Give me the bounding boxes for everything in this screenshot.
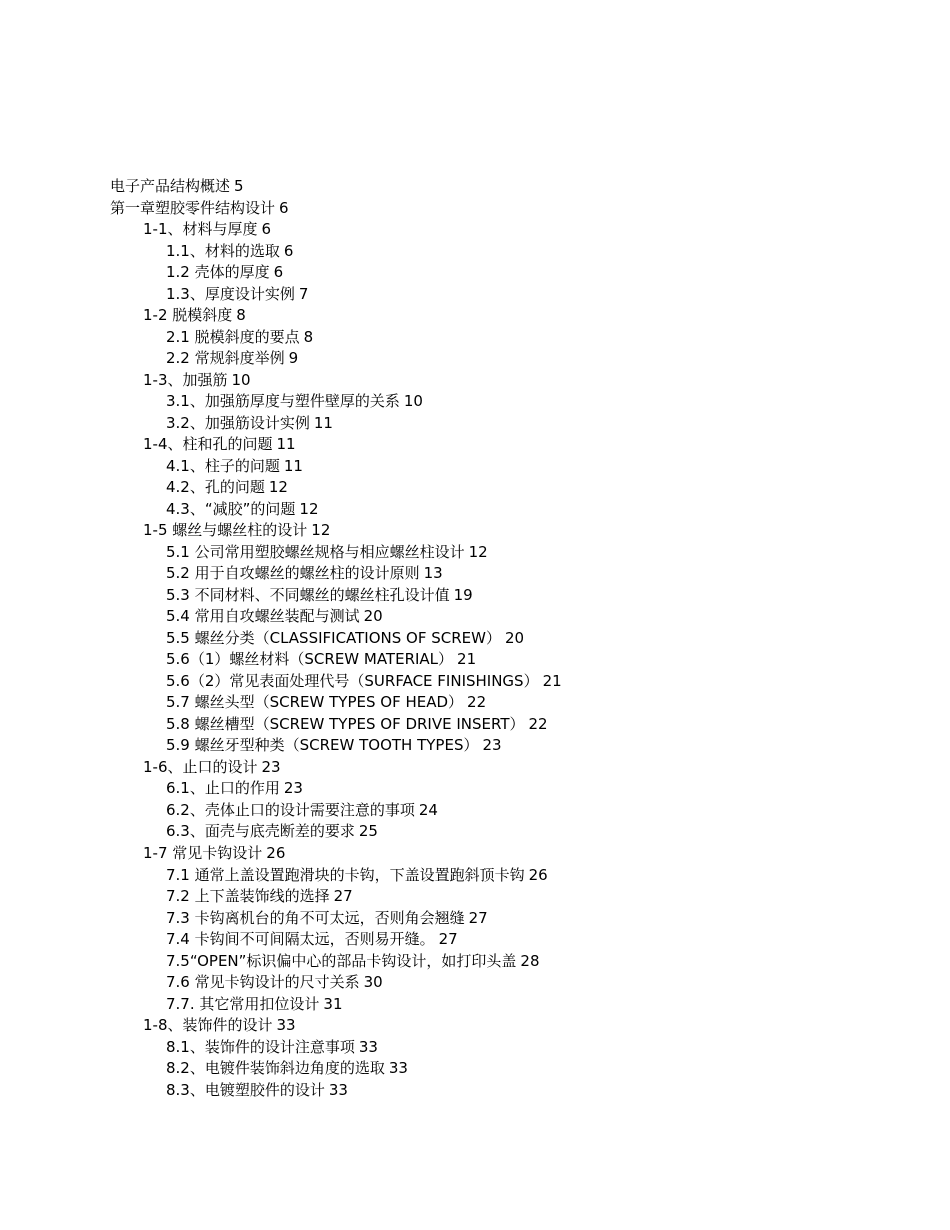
toc-page-number: 31 [323,994,343,1013]
toc-page-number: 33 [358,1037,378,1056]
toc-subsection-entry [0,714,950,736]
toc-section-entry [0,1015,950,1037]
toc-page-number: 9 [288,349,299,368]
toc-page-number: 10 [231,370,251,389]
toc-entry-title: 4.2、孔的问题 [166,478,265,497]
toc-subsection-entry [0,649,950,671]
toc-entry-title: 5.6（2）常见表面处理代号（SURFACE FINISHINGS） [166,671,539,690]
toc-page-number: 30 [363,973,383,992]
toc-page-number: 33 [388,1059,408,1078]
toc-page-number: 23 [261,757,281,776]
toc-entry-title: 4.3、“减胶”的问题 [166,499,296,518]
toc-page-number: 6 [273,263,284,282]
toc-entry-title: 1-4、柱和孔的问题 [143,435,273,454]
toc-entry-title: 1-8、装饰件的设计 [143,1016,273,1035]
toc-subsection-entry [0,994,950,1016]
table-of-contents [0,176,950,1101]
toc-entry-title: 5.7 螺丝头型（SCREW TYPES OF HEAD） [166,693,464,712]
toc-entry-title: 1-3、加强筋 [143,370,228,389]
toc-page-number: 33 [328,1080,348,1099]
toc-entry-title: 8.1、装饰件的设计注意事项 [166,1037,355,1056]
toc-page-number: 27 [438,930,458,949]
toc-entry-title: 电子产品结构概述 [110,177,231,195]
toc-subsection-entry [0,499,950,521]
toc-page-number: 11 [276,435,296,454]
toc-subsection-entry [0,778,950,800]
toc-subsection-entry [0,1037,950,1059]
toc-subsection-entry [0,692,950,714]
toc-entry-title: 1-5 螺丝与螺丝柱的设计 [143,521,308,540]
toc-entry-title: 5.3 不同材料、不同螺丝的螺丝柱孔设计值 [166,585,450,604]
toc-entry-title: 4.1、柱子的问题 [166,456,280,475]
toc-entry-title: 3.1、加强筋厚度与塑件壁厚的关系 [166,392,400,411]
toc-entry-title: 3.2、加强筋设计实例 [166,413,310,432]
toc-entry-title: 5.4 常用自攻螺丝装配与测试 [166,607,360,626]
toc-page-number: 10 [403,392,423,411]
toc-entry-title: 7.6 常见卡钩设计的尺寸关系 [166,973,360,992]
toc-page-number: 11 [313,413,333,432]
toc-subsection-entry [0,391,950,413]
toc-page-number: 23 [482,736,502,755]
toc-subsection-entry [0,262,950,284]
toc-page-number: 25 [358,822,378,841]
toc-entry-title: 5.5 螺丝分类（CLASSIFICATIONS OF SCREW） [166,628,501,647]
toc-section-entry [0,434,950,456]
toc-page-number: 8 [303,327,314,346]
toc-subsection-entry [0,628,950,650]
toc-page-number: 20 [363,607,383,626]
toc-page-number: 20 [504,628,525,647]
toc-entry-title: 5.6（1）螺丝材料（SCREW MATERIAL） [166,650,454,669]
toc-subsection-entry [0,972,950,994]
toc-entry-title: 2.2 常规斜度举例 [166,349,285,368]
toc-entry-title: 5.2 用于自攻螺丝的螺丝柱的设计原则 [166,564,420,583]
toc-subsection-entry [0,800,950,822]
toc-entry-title: 5.9 螺丝牙型种类（SCREW TOOTH TYPES） [166,736,479,755]
toc-subsection-entry [0,327,950,349]
toc-page-number: 28 [520,951,540,970]
toc-page-number: 11 [283,456,303,475]
toc-page-number: 12 [268,478,288,497]
toc-subsection-entry [0,951,950,973]
toc-subsection-entry [0,348,950,370]
toc-section-entry [0,757,950,779]
toc-page-number: 21 [457,650,477,669]
toc-section-entry [0,305,950,327]
toc-entry-title: 6.2、壳体止口的设计需要注意的事项 [166,800,415,819]
toc-page-number: 13 [423,564,443,583]
toc-entry-title: 5.8 螺丝槽型（SCREW TYPES OF DRIVE INSERT） [166,714,525,733]
toc-page-number: 7 [298,284,309,303]
toc-page-number: 26 [266,843,286,862]
toc-subsection-entry [0,1080,950,1102]
toc-subsection-entry [0,563,950,585]
toc-entry-title: 7.3 卡钩离机台的角不可太远，否则角会翘缝 [166,908,465,927]
toc-subsection-entry [0,456,950,478]
toc-page-number: 6 [283,241,294,260]
toc-page-number: 33 [276,1016,296,1035]
toc-chapter-entry [0,198,950,220]
toc-entry-title: 6.3、面壳与底壳断差的要求 [166,822,355,841]
toc-subsection-entry [0,1058,950,1080]
toc-entry-title: 8.2、电镀件装饰斜边角度的选取 [166,1059,385,1078]
toc-subsection-entry [0,908,950,930]
toc-entry-title: 1-7 常见卡钩设计 [143,843,263,862]
toc-entry-title: 2.1 脱模斜度的要点 [166,327,300,346]
toc-entry-title: 第一章塑胶零件结构设计 [110,198,276,217]
toc-page-number: 12 [311,521,331,540]
toc-entry-title: 7.1 通常上盖设置跑滑块的卡钩，下盖设置跑斜顶卡钩 [166,865,525,884]
toc-entry-title: 1.2 壳体的厚度 [166,263,270,282]
toc-page-number: 21 [542,671,562,690]
toc-page-number: 22 [528,714,548,733]
toc-subsection-entry [0,671,950,693]
toc-entry-title: 1-2 脱模斜度 [143,306,233,325]
toc-entry-title: 7.4 卡钩间不可间隔太远，否则易开缝。 [166,930,435,949]
toc-subsection-entry [0,413,950,435]
toc-page-number: 27 [468,908,488,927]
toc-section-entry [0,370,950,392]
toc-section-entry [0,843,950,865]
toc-entry-title: 8.3、电镀塑胶件的设计 [166,1080,325,1099]
toc-section-entry [0,520,950,542]
toc-entry-title: 7.2 上下盖装饰线的选择 [166,887,330,906]
toc-subsection-entry [0,929,950,951]
toc-subsection-entry [0,284,950,306]
toc-entry-title: 6.1、止口的作用 [166,779,280,798]
toc-subsection-entry [0,606,950,628]
toc-subsection-entry [0,886,950,908]
toc-entry-title: 5.1 公司常用塑胶螺丝规格与相应螺丝柱设计 [166,542,465,561]
toc-page-number: 6 [261,220,272,239]
toc-subsection-entry [0,542,950,564]
toc-entry-title: 1-6、止口的设计 [143,757,258,776]
toc-section-entry [0,219,950,241]
toc-entry-title: 1.3、厚度设计实例 [166,284,295,303]
toc-page-number: 5 [234,177,244,195]
toc-entry-title: 7.7. 其它常用扣位设计 [166,994,320,1013]
toc-subsection-entry [0,585,950,607]
toc-page-number: 19 [453,585,473,604]
toc-page-number: 24 [418,800,438,819]
toc-subsection-entry [0,241,950,263]
toc-entry-title: 7.5“OPEN”标识偏中心的部品卡钩设计，如打印头盖 [166,951,517,970]
toc-page-number: 26 [528,865,548,884]
toc-subsection-entry [0,821,950,843]
toc-entry-title: 1.1、材料的选取 [166,241,280,260]
toc-chapter-entry [0,176,950,198]
toc-page-number: 12 [468,542,488,561]
toc-page-number: 8 [236,306,246,325]
toc-page-number: 27 [333,887,353,906]
toc-subsection-entry [0,865,950,887]
toc-page-number: 22 [467,693,487,712]
toc-entry-title: 1-1、材料与厚度 [143,220,258,239]
toc-subsection-entry [0,477,950,499]
toc-page-number: 12 [299,499,319,518]
toc-page-number: 6 [279,198,289,217]
toc-subsection-entry [0,735,950,757]
toc-page-number: 23 [283,779,303,798]
